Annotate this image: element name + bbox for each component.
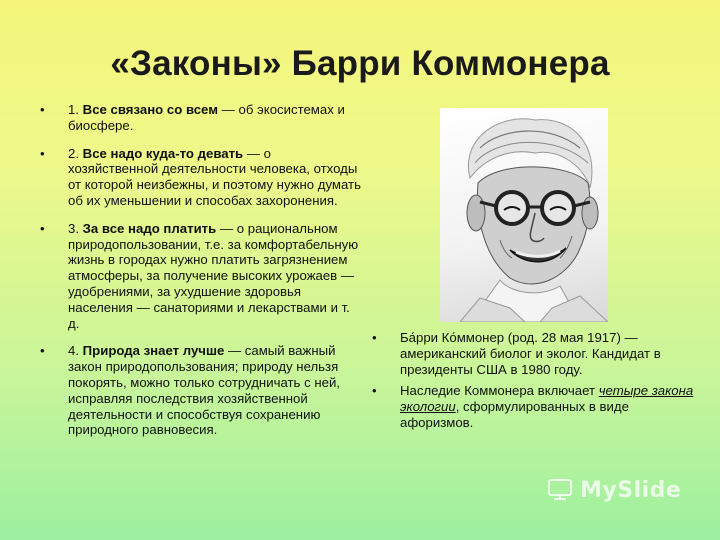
legacy-text-after: , сформулированных в виде афоризмов. xyxy=(400,399,629,430)
legacy-text-before: Наследие Коммонера включает xyxy=(400,383,599,399)
slide-icon xyxy=(548,478,574,500)
portrait-photo xyxy=(440,108,608,322)
bullet-dot: • xyxy=(372,330,377,345)
law-description: — самый важный закон природопользования; природу нельзя покорять, можно только сотрудничать с ней, исправляя последствия хозяйственной деятельности и способствуя сохранению природного равновесия. xyxy=(68,343,340,438)
bullet-dot: • xyxy=(40,102,45,117)
watermark-logo xyxy=(548,478,681,503)
law-item-4 xyxy=(40,343,362,438)
law-item-2 xyxy=(40,146,362,209)
law-name: Природа знает лучше xyxy=(82,343,225,359)
slide-title: «Законы» Барри Коммонера xyxy=(110,44,610,83)
bullet-dot: • xyxy=(40,343,45,359)
portrait-illustration xyxy=(440,108,608,322)
law-description: — о рациональном природопользовании, т.е. за комфортабельную жизнь в городах нужно платить загрязнением атмосферы, за получение высоких урожаев — удобрениями, за ухудшение здоровья населения — санаториями и лекарствами и т. д. xyxy=(68,220,359,331)
law-item-3 xyxy=(40,221,362,332)
law-name: За все надо платить xyxy=(82,220,217,236)
bullet-dot: • xyxy=(40,145,45,161)
law-name: Все надо куда-то девать xyxy=(82,145,244,161)
law-number: 4. xyxy=(68,343,83,359)
legacy-item xyxy=(372,383,700,430)
law-number: 1. xyxy=(68,102,83,117)
law-name: Все связано со всем xyxy=(82,102,218,117)
bio-list xyxy=(372,330,700,437)
law-number: 3. xyxy=(68,220,83,236)
watermark-text: MySlide xyxy=(580,478,682,503)
bullet-dot: • xyxy=(40,220,45,236)
laws-list xyxy=(40,102,362,450)
bio-item xyxy=(372,330,700,377)
law-description: — об экосистемах и биосфере. xyxy=(68,102,345,133)
law-item-1 xyxy=(40,102,362,134)
law-number: 2. xyxy=(68,145,83,161)
bio-text: Ба́рри Ко́ммонер (род. 28 мая 1917) — американский биолог и эколог. Кандидат в президенты США в 1980 году. xyxy=(400,330,661,377)
law-description: — о хозяйственной деятельности человека, отходы от которой неизбежны, и поэтому нужно думать об их уменьшении и способах захоронения. xyxy=(68,145,361,208)
bullet-dot: • xyxy=(372,383,377,399)
ecology-laws-link[interactable]: четыре закона экологии xyxy=(400,383,694,415)
